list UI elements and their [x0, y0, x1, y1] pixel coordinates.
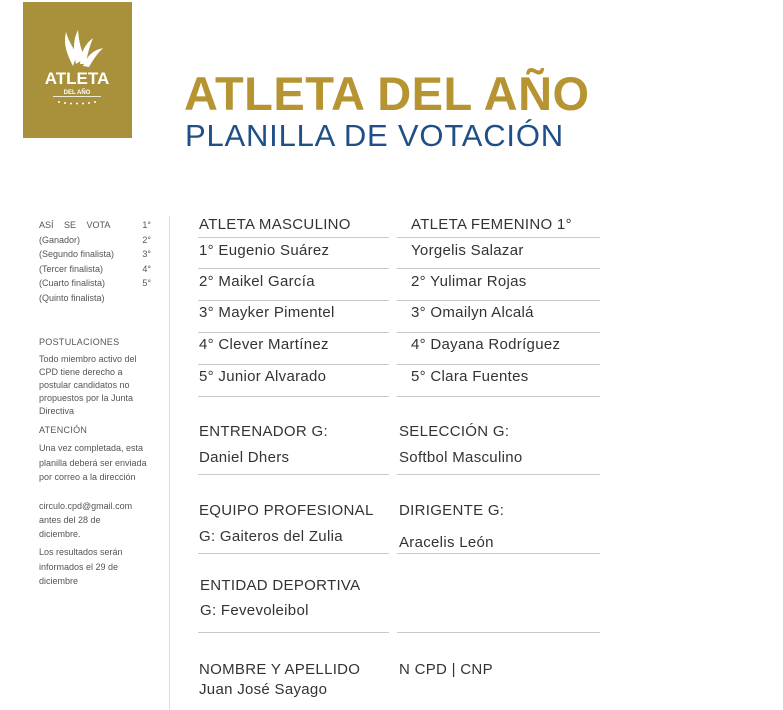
entidad-value: G: Fevevoleibol: [200, 602, 309, 619]
femenino-heading: ATLETA FEMENINO 1°: [411, 216, 572, 233]
masculino-entry-4: 4° Clever Martínez: [199, 336, 329, 353]
postulaciones-text: Todo miembro activo del CPD tiene derecho a postular candidatos no propuestos por la Junta Directiva: [39, 354, 137, 416]
divider: [169, 216, 170, 710]
dirigente-label: DIRIGENTE G:: [399, 502, 505, 519]
line: [198, 396, 389, 397]
line: [397, 474, 600, 475]
line: [397, 364, 600, 365]
dirigente-value: Aracelis León: [399, 534, 494, 551]
svg-text:DEL AÑO: DEL AÑO: [63, 90, 91, 96]
femenino-entry-4: 4° Dayana Rodríguez: [411, 336, 561, 353]
masculino-entry-3: 3° Mayker Pimentel: [199, 304, 335, 321]
line: [198, 632, 389, 633]
line: [198, 237, 389, 238]
email-address: circulo.cpd@gmail.com: [39, 501, 133, 511]
femenino-entry-1: Yorgelis Salazar: [411, 242, 524, 259]
entrenador-label: ENTRENADOR G:: [199, 423, 328, 440]
voting-instructions: ASÍ SE VOTA 1° (Ganador) 2° (Segundo finalista) 3° (Tercer finalista) 4° (Cuarto finalista) 5° (Quinto finalista): [39, 220, 151, 303]
atencion-text: Una vez completada, esta planilla deberá ser enviada por correo a la dirección: [39, 443, 147, 482]
page-subtitle: PLANILLA DE VOTACIÓN: [185, 118, 564, 153]
line: [198, 474, 389, 475]
femenino-entry-2: 2° Yulimar Rojas: [411, 273, 527, 290]
line: [198, 332, 389, 333]
line: [198, 268, 389, 269]
ncpd-label: N CPD | CNP: [399, 661, 493, 678]
masculino-entry-5: 5° Junior Alvarado: [199, 368, 327, 385]
line: [397, 396, 600, 397]
line: [397, 632, 600, 633]
femenino-entry-3: 3° Omailyn Alcalá: [411, 304, 534, 321]
line: [397, 237, 600, 238]
seleccion-value: Softbol Masculino: [399, 449, 523, 466]
seleccion-label: SELECCIÓN G:: [399, 423, 510, 440]
deadline-text: antes del 28 de diciembre.: [39, 515, 101, 539]
results-text: Los resultados serán informados el 29 de diciembre: [39, 547, 123, 586]
masculino-entry-2: 2° Maikel García: [199, 273, 315, 290]
masculino-entry-1: 1° Eugenio Suárez: [199, 242, 330, 259]
line: [397, 553, 600, 554]
line: [198, 553, 389, 554]
logo-emblem: [23, 2, 132, 138]
line: [397, 332, 600, 333]
line: [198, 300, 389, 301]
equipo-value: G: Gaiteros del Zulia: [199, 528, 343, 545]
page-title: ATLETA DEL AÑO: [184, 67, 590, 120]
entrenador-value: Daniel Dhers: [199, 449, 290, 466]
svg-text:ATLETA: ATLETA: [44, 69, 110, 88]
line: [397, 300, 600, 301]
entidad-label: ENTIDAD DEPORTIVA: [200, 577, 361, 594]
femenino-entry-5: 5° Clara Fuentes: [411, 368, 529, 385]
line: [397, 268, 600, 269]
atencion-heading: ATENCIÓN: [39, 425, 88, 435]
logo: [23, 2, 132, 138]
postulaciones-heading: POSTULACIONES: [39, 337, 120, 347]
nombre-label: NOMBRE Y APELLIDO: [199, 661, 361, 678]
equipo-label: EQUIPO PROFESIONAL: [199, 502, 374, 519]
masculino-heading: ATLETA MASCULINO: [199, 216, 351, 233]
line: [198, 364, 389, 365]
nombre-value: Juan José Sayago: [199, 681, 328, 698]
